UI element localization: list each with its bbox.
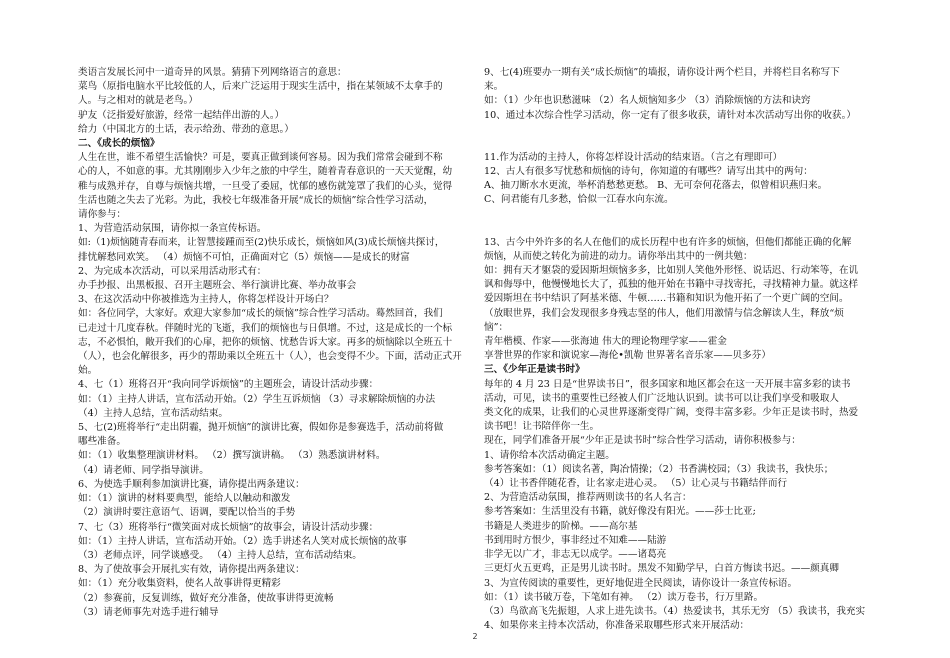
- text-line: 书到用时方恨少，事非经过不知难——陆游: [484, 534, 667, 546]
- text-line: 哪些准备。: [78, 436, 126, 448]
- text-line: 享誉世界的作家和演说家—海伦•凯勒 世界著名音乐家——贝多芬）: [484, 350, 771, 362]
- text-line: 如：（1）主持人讲话，宣布活动开始。（2）学生互诉烦恼 （3）寻求解除烦恼的办法: [78, 393, 436, 405]
- text-line: 如：拥有天才躯袋的爱因斯坦烦恼多多，比如别人笑他外形怪、说话迟、行动笨等，在讥: [484, 265, 859, 277]
- text-line: （3）鸟欲高飞先振翅，人求上进先读书。（4）热爱读书，其乐无穷 （5）我读书，我充实: [484, 605, 866, 617]
- text-line: 书籍是人类进步的阶梯。——高尔基: [484, 520, 638, 532]
- text-line: 10、通过本次综合性学习活动，你一定有了很多收获，请针对本次活动写出你的收获。）: [484, 109, 856, 121]
- text-line: 3、为宣传阅读的重要性，更好地促进全民阅读，请你设计一条宣传标语。: [484, 577, 798, 589]
- text-line: 来。: [484, 81, 504, 93]
- text-line: 11.作为活动的主持人，你将怎样设计活动的结束语。（言之有理即可）: [484, 151, 783, 163]
- text-line: （2）演讲时要注意语气、语调，要配以恰当的手势: [78, 507, 296, 519]
- text-line: 8、为了使故事会开展扎实有效，请你提出两条建议：: [78, 564, 305, 576]
- text-line: 7、七（3）班将举行“微笑面对成长烦恼”的故事会，请设计活动步骤：: [78, 521, 379, 533]
- text-line: 始。: [78, 365, 98, 377]
- text-line: 参考答案如：（1）阅读名著，陶冶情操；（2）书香满校园；（3）我读书，我快乐；: [484, 463, 834, 475]
- text-line: 驴友（泛指爱好旅游，经常一起结伴出游的人。）: [78, 109, 285, 121]
- text-line: 排忧解愁同欢笑。 （4）烦恼不可怕，正确面对它（5）烦恼——是成长的财富: [78, 251, 410, 263]
- text-line: 4、如果你来主持本次活动，你准备采取哪些形式来开展活动：: [484, 620, 750, 632]
- text-line: （放眼世界，我们会发现很多身残志坚的伟人，他们用激情与信念解读人生，释放“烦: [484, 307, 844, 319]
- text-line: 菜鸟（原指电脑水平比较低的人，后来广泛运用于现实生活中，指在某领域不太拿手的: [78, 81, 443, 93]
- right-column: [484, 66, 886, 633]
- blank-line: [484, 208, 886, 222]
- text-line: （4）让书香伴随花香，让名家走进心灵。 （5）让心灵与书籍结伴而行: [484, 478, 788, 490]
- left-column: [78, 66, 480, 620]
- text-line: 请你参与：: [78, 209, 126, 221]
- text-line: （人），也会化解很多，再少的帮助乘以全班五十（人），也会变得不少。下面，活动正式开: [78, 351, 462, 363]
- text-line: 稚与成熟并存，自尊与烦恼共增，一旦受了委屈，忧郁的感伤就笼罩了我们的心头，觉得: [78, 180, 453, 192]
- section-heading: 二、《成长的烦恼》: [78, 138, 160, 150]
- text-line: 读书吧！让书陪伴你一生。: [484, 421, 600, 433]
- text-line: 1、请你给本次活动确定主题。: [484, 449, 615, 461]
- text-line: （3）请老师事先对选手进行辅导: [78, 606, 219, 618]
- text-line: 参考答案如：生活里没有书籍，就好像没有阳光。——莎士比亚;: [484, 506, 756, 518]
- page-number: 2: [472, 632, 478, 641]
- text-line: 9、七(4)班要办一期有关“成长烦恼”的墙报，请你设计两个栏目，并将栏目名称写下: [484, 67, 840, 78]
- text-line: （2）参赛前，反复训练，做好充分准备，使故事讲得更流畅: [78, 592, 334, 604]
- text-line: 如：各位同学，大家好。欢迎大家参加“成长的烦恼”综合性学习活动。蓦然回首，我们: [78, 308, 443, 320]
- blank-line: [484, 222, 886, 236]
- text-line: 如：（1）演讲的材料要典型，能给人以触动和激发: [78, 493, 291, 505]
- text-line: A、抽刀断水水更流，举杯消愁愁更愁。 B、无可奈何花落去，似曾相识燕归来。: [484, 180, 828, 192]
- text-line: 讽和侮辱中，他慢慢地长大了，孤独的他开始在书籍中寻找寄托，寻找精神力量。就这样: [484, 279, 859, 291]
- text-line: 人生在世，谁不希望生活愉快？可是，要真正做到谈何容易。因为我们常常会碰到不称: [78, 152, 443, 164]
- text-line: 如:（1)烦恼随青春而来，让智慧接踵而至(2)快乐成长，烦恼如风(3)成长烦恼共探讨，: [78, 237, 445, 249]
- text-line: 类语言发展长河中一道奇异的风景。猜猜下列网络语言的意思：: [78, 67, 347, 78]
- text-line: 3、在这次活动中你被推选为主持人，你将怎样设计开场白？: [78, 294, 334, 306]
- text-line: （4）请老师、同学指导演讲。: [78, 464, 209, 476]
- text-line: 如：（1）收集整理演讲材料。 （2）撰写演讲稿。 （3）熟悉演讲材料。: [78, 450, 386, 462]
- text-line: 青年楷模、作家——张海迪 伟大的理论物理学家——霍金: [484, 336, 727, 348]
- text-line: 志，不必惧怕，敞开我们的心扉，把你的烦恼、忧愁告诉大家。再多的烦恼除以全班五十: [78, 336, 453, 348]
- text-line: 类文化的成果，让我们的心灵世界逐渐变得广阔，变得丰富多彩。少年正是读书时，热爱: [484, 407, 859, 419]
- text-line: 如：（1）主持人讲话，宣布活动开始。（2）选手讲述名人笑对成长烦恼的故事: [78, 535, 407, 547]
- text-line: 如：（1）少年也识愁滋味 （2）名人烦恼知多少 （3）消除烦恼的方法和诀窍: [484, 95, 811, 107]
- text-line: 如：（1）充分收集资料，使名人故事讲得更精彩: [78, 578, 281, 590]
- text-line: 烦恼，从而使之转化为前进的动力。请你举出其中的一例共勉：: [484, 250, 753, 262]
- text-line: 三更灯火五更鸡，正是男儿读书时。黑发不知勤学早，白首方悔读书迟。——颜真卿: [484, 563, 839, 575]
- text-line: （3）老师点评，同学谈感受。 （4）主持人总结，宣布活动结束。: [78, 549, 362, 561]
- blank-line: [484, 123, 886, 137]
- text-line: 人。与之相对的就是老鸟。）: [78, 95, 198, 107]
- text-line: 6、为使选手顺利参加演讲比赛，请你提出两条建议：: [78, 478, 305, 490]
- text-line: 2、为完成本次活动，可以采用活动形式有：: [78, 265, 267, 277]
- text-line: 每年的 4 月 23 日是“世界读书日”，很多国家和地区都会在这一天开展丰富多彩的读书: [484, 378, 851, 390]
- section-heading: 三、《少年正是读书时》: [484, 364, 585, 376]
- text-line: 爱因斯坦在书中结识了阿基米德、牛顿……书籍和知识为他开拓了一个更广阔的空间。: [484, 293, 849, 305]
- text-line: （4）主持人总结，宣布活动结束。: [78, 407, 229, 419]
- text-line: 恼”：: [484, 321, 509, 333]
- text-line: 如：（1）读书破万卷，下笔如有神。 （2）读万卷书，行万里路。: [484, 591, 764, 603]
- text-line: 5、七(2)班将举行“走出阴霾，抛开烦恼”的演讲比赛，假如你是参赛选手，活动前将做: [78, 422, 444, 434]
- text-line: 12、古人有很多写忧愁和烦恼的诗句，你知道的有哪些？请写出其中的两句：: [484, 166, 813, 178]
- text-line: 1、为营造活动氛围，请你拟一条宣传标语。: [78, 223, 267, 235]
- text-line: 2、为营造活动氛围，推荐两则读书的名人名言：: [484, 492, 692, 504]
- text-line: C、问君能有几多愁，恰似一江春水向东流。: [484, 194, 674, 206]
- text-line: 给力（中国北方的土话，表示给劲、带劲的意思。）: [78, 123, 294, 135]
- text-line: 已走过十几度春秋。伴随时光的飞逝，我们的烦恼也与日俱增。不过，这是成长的一个标: [78, 322, 453, 334]
- text-line: 现在，同学们准备开展“少年正是读书时”综合性学习活动，请你积极参与：: [484, 435, 801, 447]
- text-line: 非学无以广才，非志无以成学。——诸葛亮: [484, 549, 667, 561]
- text-line: 生活也随之失去了光彩。为此，我校七年级准备开展“成长的烦恼”综合性学习活动，: [78, 194, 434, 206]
- text-line: 活动，可见，读书的重要性已经被人们广泛地认识到。读书可以让我们享受和吸取人: [484, 392, 839, 404]
- blank-line: [484, 137, 886, 151]
- text-line: 13、古今中外许多的名人在他们的成长历程中也有许多的烦恼，但他们都能正确的化解: [484, 236, 852, 248]
- text-line: 心的人，不如意的事。尤其刚刚步入少年之旅的中学生，随着青春意识的一天天觉醒，幼: [78, 166, 453, 178]
- text-line: 办手抄报、出黑板报、召开主题班会、举行演讲比赛、举办故事会: [78, 280, 357, 292]
- text-line: 4、七（1）班将召开“我向同学诉烦恼”的主题班会，请设计活动步骤：: [78, 379, 379, 391]
